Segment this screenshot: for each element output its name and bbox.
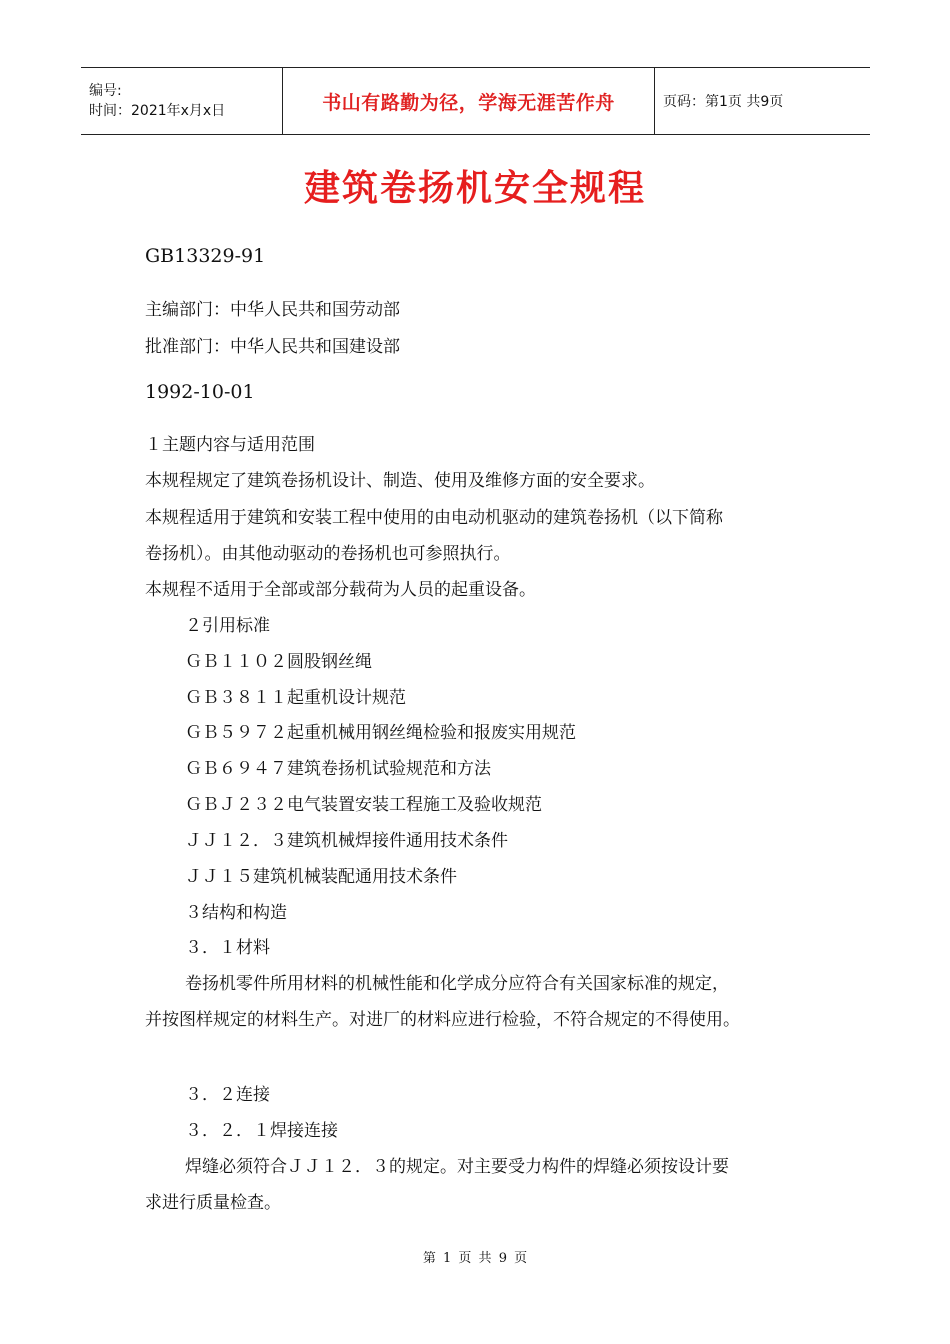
document-date-label: 时间：2021年x月x日 bbox=[89, 103, 226, 119]
standard-code: GB13329-91 bbox=[145, 245, 266, 267]
section-heading: １主题内容与适用范围 bbox=[145, 435, 315, 455]
body-paragraph: 卷扬机）。由其他动驱动的卷扬机也可参照执行。 bbox=[145, 544, 511, 564]
page-header bbox=[81, 67, 870, 135]
document-title: 建筑卷扬机安全规程 bbox=[303, 168, 646, 209]
document-number-label: 编号: bbox=[89, 83, 122, 99]
subsection-heading: ３．２．１焊接连接 bbox=[185, 1121, 338, 1141]
header-page-cell bbox=[655, 68, 870, 134]
editor-department: 主编部门：中华人民共和国劳动部 bbox=[145, 300, 400, 320]
approver-department: 批准部门：中华人民共和国建设部 bbox=[145, 337, 400, 357]
body-paragraph: 求进行质量检查。 bbox=[145, 1193, 281, 1213]
header-motto-cell bbox=[282, 68, 655, 134]
reference-standard: ＧＢ５９７２起重机械用钢丝绳检验和报废实用规范 bbox=[185, 723, 576, 743]
reference-standard: ＧＢ３８１１起重机设计规范 bbox=[185, 688, 406, 708]
effective-date: 1992-10-01 bbox=[145, 381, 255, 403]
body-paragraph: 并按图样规定的材料生产。对进厂的材料应进行检验，不符合规定的不得使用。 bbox=[145, 1010, 740, 1030]
header-meta bbox=[81, 68, 282, 134]
body-paragraph: 本规程不适用于全部或部分载荷为人员的起重设备。 bbox=[145, 580, 536, 600]
section-heading: ２引用标准 bbox=[185, 616, 270, 636]
reference-standard: ＧＢＪ２３２电气装置安装工程施工及验收规范 bbox=[185, 795, 542, 815]
subsection-heading: ３．２连接 bbox=[185, 1085, 270, 1105]
section-heading: ３结构和构造 bbox=[185, 903, 287, 923]
header-page-number: 页码：第1页 共9页 bbox=[663, 94, 784, 110]
body-paragraph: 焊缝必须符合ＪＪ１２．３的规定。对主要受力构件的焊缝必须按设计要 bbox=[185, 1157, 729, 1177]
header-motto: 书山有路勤为径，学海无涯苦作舟 bbox=[322, 91, 615, 114]
reference-standard: ＧＢ１１０２圆股钢丝绳 bbox=[185, 652, 372, 672]
page-footer: 第 1 页 共 9 页 bbox=[422, 1251, 528, 1266]
reference-standard: ＪＪ１５建筑机械装配通用技术条件 bbox=[185, 867, 457, 887]
body-paragraph: 本规程规定了建筑卷扬机设计、制造、使用及维修方面的安全要求。 bbox=[145, 471, 655, 491]
reference-standard: ＧＢ６９４７建筑卷扬机试验规范和方法 bbox=[185, 759, 491, 779]
body-paragraph: 卷扬机零件所用材料的机械性能和化学成分应符合有关国家标准的规定， bbox=[185, 974, 729, 994]
reference-standard: ＪＪ１２．３建筑机械焊接件通用技术条件 bbox=[185, 831, 508, 851]
body-paragraph: 本规程适用于建筑和安装工程中使用的由电动机驱动的建筑卷扬机（以下简称 bbox=[145, 508, 723, 528]
subsection-heading: ３．１材料 bbox=[185, 938, 270, 958]
